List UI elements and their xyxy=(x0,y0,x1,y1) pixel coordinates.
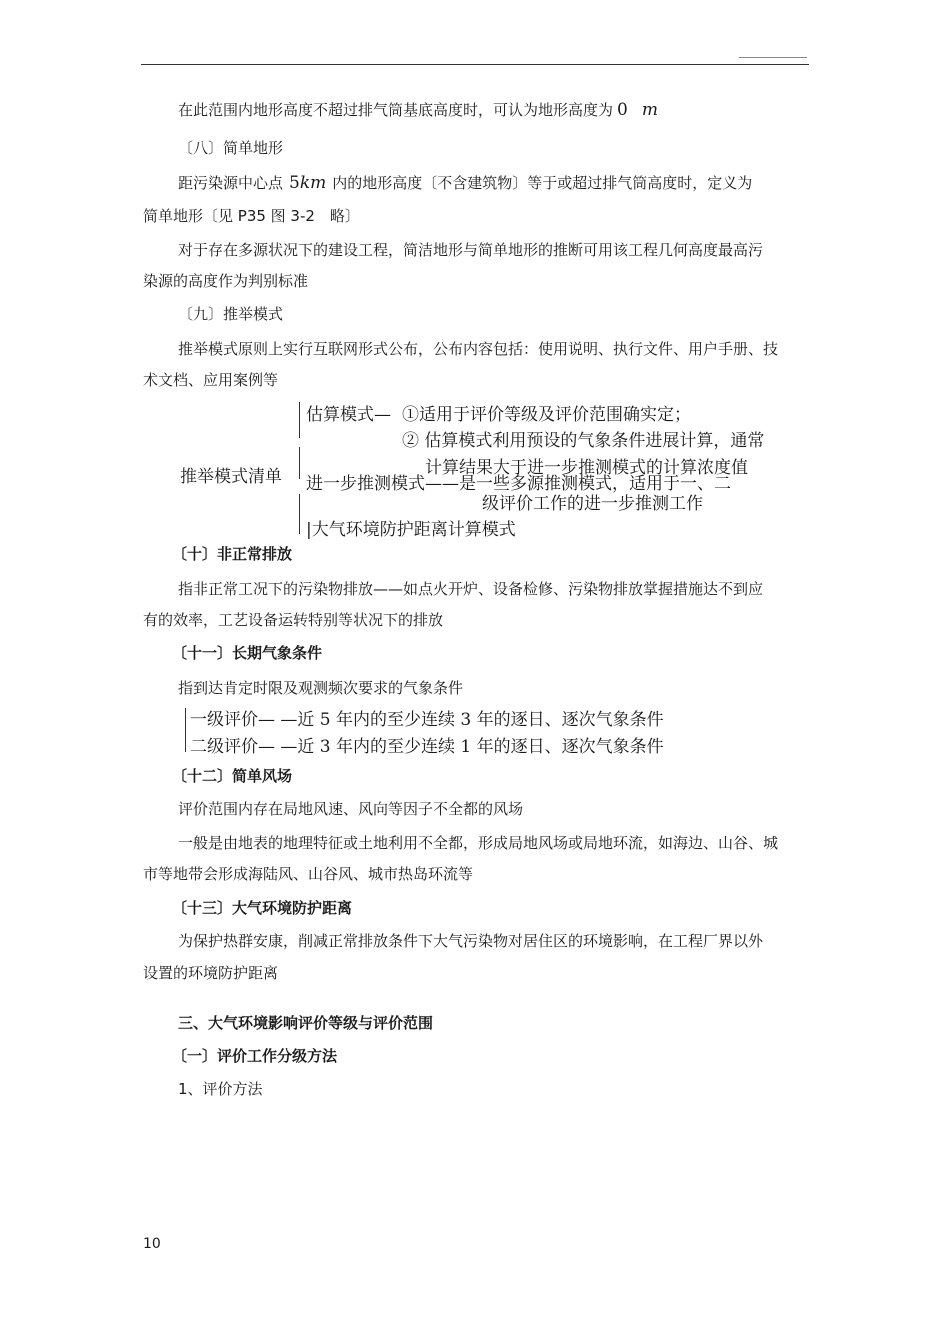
terrain-height-unit: m xyxy=(641,100,658,120)
level-2-requirement: 二级评价— —近 3 年内的至少连续 1 年的逐日、逐次气象条件 xyxy=(190,737,664,757)
paragraph-models-publish-2: 术文档、应用案例等 xyxy=(143,371,279,389)
header-rule xyxy=(141,64,809,65)
distance-unit: km xyxy=(299,173,327,193)
paragraph-text: 距污染源中心点 xyxy=(178,174,284,192)
distance-value: 5 xyxy=(289,173,300,193)
page-number: 10 xyxy=(143,1236,161,1252)
paragraph-abnormal-emission-2: 有的效率，工艺设备运转特别等状况下的排放 xyxy=(143,611,444,629)
paragraph-protection-distance-2: 设置的环境防护距离 xyxy=(143,964,279,982)
estimate-model-label: 估算模式— xyxy=(306,405,391,425)
heading-part-3: 三、大气环境影响评价等级与评价范围 xyxy=(178,1014,434,1032)
paragraph-multi-source-2: 染源的高度作为判别标准 xyxy=(143,272,309,290)
heading-simple-terrain: 〔八〕简单地形 xyxy=(178,139,284,157)
paragraph-wind-field-cause: 一般是由地表的地理特征或土地利用不全都，形成局地风场或局地环流，如海边、山谷、城 xyxy=(178,834,779,852)
estimate-model-point-2: ② 估算模式利用预设的气象条件进展计算，通常 xyxy=(402,431,765,451)
heading-complex-wind-field: 〔十二〕简单风场 xyxy=(172,767,293,785)
brace-tick: | xyxy=(306,520,312,540)
brace-line xyxy=(299,447,300,479)
paragraph-abnormal-emission: 指非正常工况下的污染物排放——如点火开炉、设备检修、污染物排放掌握措施达不到应 xyxy=(178,580,764,598)
distance-model-text: 大气环境防护距离计算模式 xyxy=(311,520,516,540)
paragraph-text: 在此范围内地形高度不超过排气筒基底高度时，可认为地形高度为 xyxy=(178,101,614,119)
paragraph-terrain-height xyxy=(178,99,658,121)
estimate-model-point-2-cont: 计算结果大于进一步推测模式的计算浓度值 xyxy=(425,458,748,478)
heading-protection-distance: 〔十三〕大气环境防护距离 xyxy=(172,899,353,917)
heading-recommended-models: 〔九〕推举模式 xyxy=(178,305,284,323)
brace-line xyxy=(299,402,300,438)
estimate-model-point-1: ①适用于评价等级及评价范围确实定； xyxy=(402,405,691,425)
paragraph-text: 内的地形高度〔不含建筑物〕等于或超过排气筒高度时，定义为 xyxy=(332,174,753,192)
distance-model-label xyxy=(306,515,516,540)
paragraph-multi-source: 对于存在多源状况下的建设工程，简洁地形与简单地形的推断可用该工程几何高度最高污 xyxy=(178,241,764,259)
paragraph-simple-terrain-def xyxy=(178,172,752,194)
paragraph-protection-distance: 为保护热群安康，削减正常排放条件下大气污染物对居住区的环境影响，在工程厂界以外 xyxy=(178,932,764,950)
paragraph-simple-terrain-def-2: 简单地形〔见 P35 图 3-2 略〕 xyxy=(143,207,360,225)
header-rule-short xyxy=(739,57,807,58)
model-list-root: 推举模式清单 xyxy=(180,467,282,487)
further-model-label: 进一步推测模式——是一些多源推测模式，适用于一、二 xyxy=(306,474,731,494)
paragraph-wind-field-cause-2: 市等地带会形成海陆风、山谷风、城市热岛环流等 xyxy=(143,865,474,883)
further-model-cont: 级评价工作的进一步推测工作 xyxy=(482,494,703,514)
level-1-requirement: 一级评价— —近 5 年内的至少连续 3 年的逐日、逐次气象条件 xyxy=(190,710,664,730)
heading-long-term-meteorology: 〔十一〕长期气象条件 xyxy=(172,644,323,662)
heading-abnormal-emission: 〔十〕非正常排放 xyxy=(172,545,293,563)
paragraph-long-term-meteorology: 指到达肯定时限及观测频次要求的气象条件 xyxy=(178,679,464,697)
heading-grading-method: 〔一〕评价工作分级方法 xyxy=(172,1047,338,1065)
brace-line xyxy=(185,708,186,752)
item-evaluation-method: 1、评价方法 xyxy=(178,1080,263,1098)
paragraph-wind-field-def: 评价范围内存在局地风速、风向等因子不全都的风场 xyxy=(178,800,524,818)
paragraph-models-publish: 推举模式原则上实行互联网形式公布，公布内容包括：使用说明、执行文件、用户手册、技 xyxy=(178,340,779,358)
brace-line xyxy=(299,494,300,534)
terrain-height-value: 0 xyxy=(617,100,628,120)
